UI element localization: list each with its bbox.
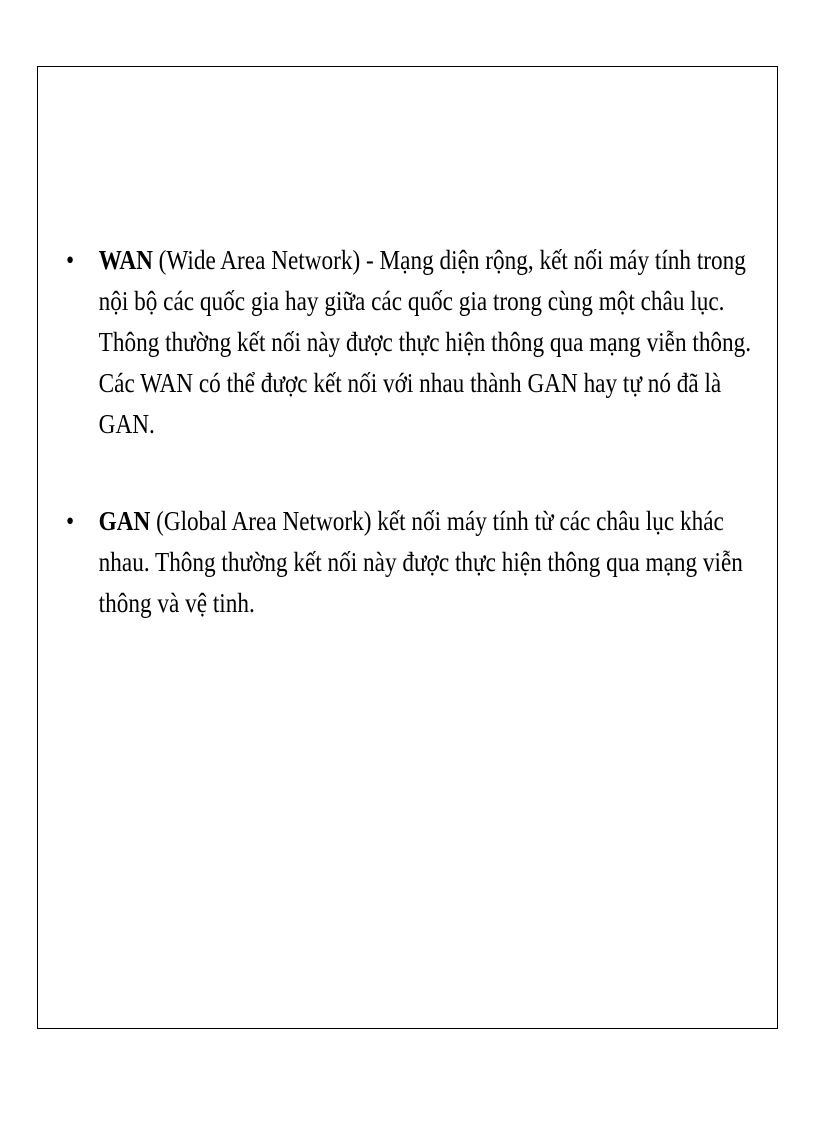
bullet-icon: • xyxy=(66,506,75,536)
bullet-icon: • xyxy=(66,245,75,275)
bullet-item-gan xyxy=(66,501,778,624)
bullet-item-wan xyxy=(66,240,778,445)
description-gan: (Global Area Network) kết nối máy tính từ các châu lục khác nhau. Thông thường kết nối này được thực hiện thông qua mạng viễn thông và vệ tinh. xyxy=(98,506,743,618)
term-wan: WAN xyxy=(98,245,153,275)
term-gan: GAN xyxy=(98,506,151,536)
description-wan: (Wide Area Network) - Mạng diện rộng, kết nối máy tính trong nội bộ các quốc gia hay giữa các quốc gia trong cùng một châu lục. Thông thường kết nối này được thực hiện thông qua mạng viễn thông. Các WAN có thể được kết nối với nhau thành GAN hay tự nó đã là GAN. xyxy=(98,245,752,439)
bullet-list xyxy=(66,240,752,680)
